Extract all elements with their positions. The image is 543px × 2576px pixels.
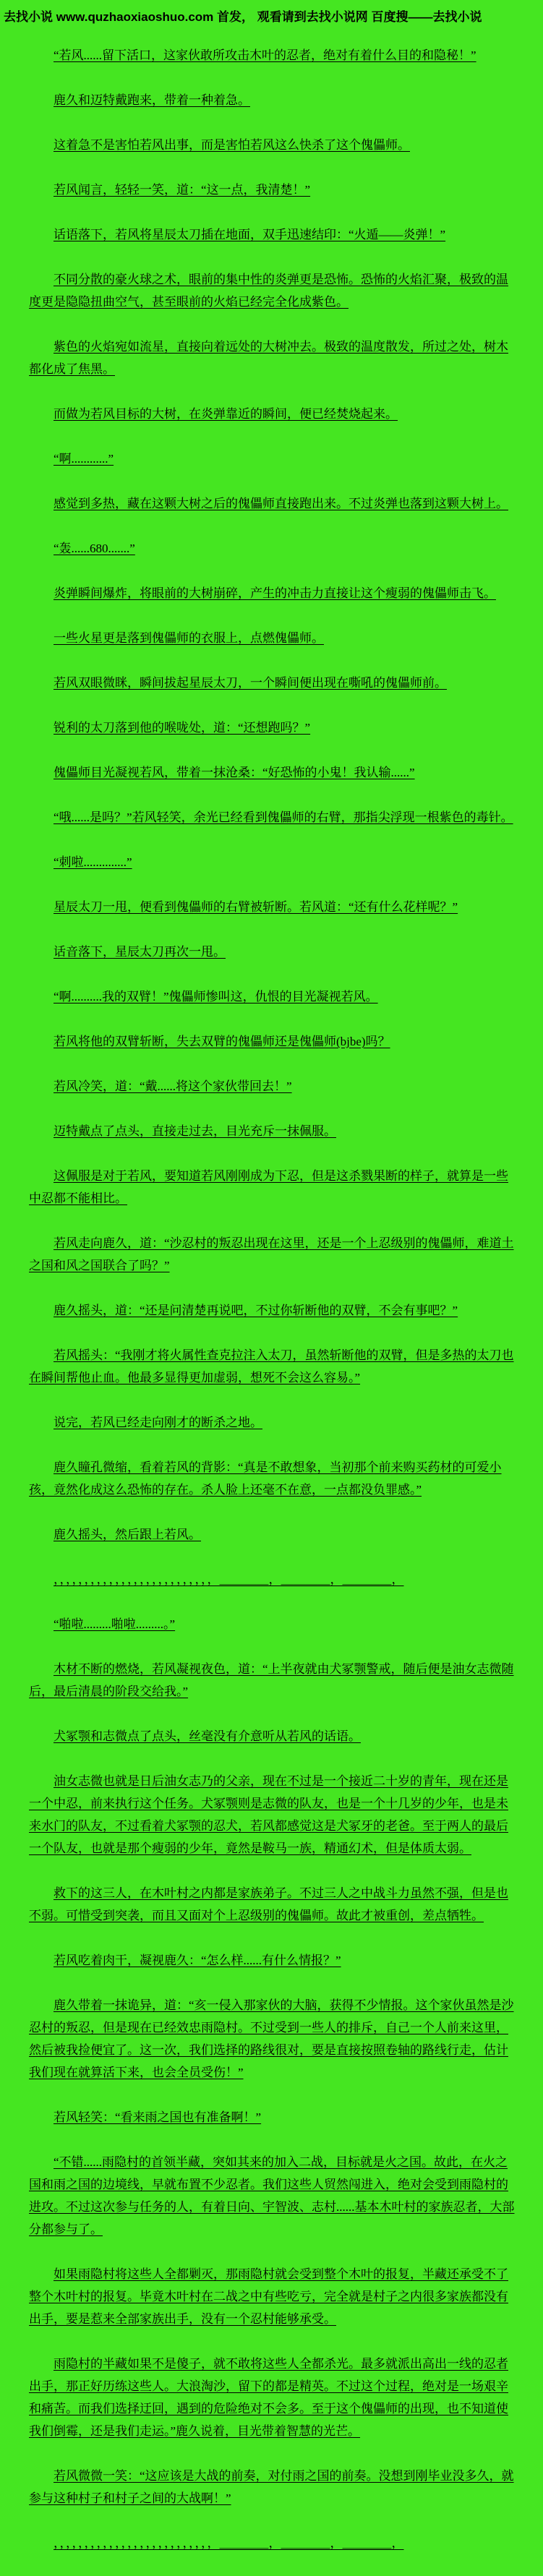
paragraph-10: 感觉到多热，藏在这颗大树之后的傀儡师直接跑出来。不过炎弹也落到这颗大树上。	[54, 497, 508, 510]
paragraph-25: 这佩服是对于若风，要知道若风刚刚成为下忍，但是这杀戮果断的样子，就算是一些中忍都不能相比。	[29, 1169, 508, 1205]
paragraph-34: 木材不断的燃烧，若风凝视夜色，道：“上半夜就由犬冢颚警戒，随后便是油女志微随后，最后清晨的阶段交给我。”	[29, 1662, 514, 1698]
paragraph-22: 若风将他的双臂斩断，失去双臂的傀儡师还是傀儡师(bjbe)吗？	[54, 1035, 390, 1048]
paragraph-6: 不同分散的豪火球之术，眼前的集中性的炎弹更是恐怖。恐怖的火焰汇聚，极致的温度更是隐隐扭曲空气，甚至眼前的火焰已经完全化成紫色。	[29, 273, 508, 309]
paragraph-1: “若风......留下活口，这家伙敢所攻击木叶的忍者，绝对有着什么目的和隐秘！”	[54, 48, 476, 62]
paragraph-33: “啪啦.........啪啦.........。”	[54, 1617, 176, 1631]
paragraph-38: 若风吃着肉干，凝视鹿久：“怎么样......有什么情报？”	[54, 1954, 341, 1967]
paragraph-30: 鹿久瞳孔微缩，看着若风的背影：“真是不敢想象，当初那个前来购买药材的可爱小孩，竟然化成这么恐怖的存在。杀人脸上还毫不在意，一点都没负罪感。”	[29, 1460, 502, 1497]
paragraph-37: 救下的这三人，在木叶村之内都是家族弟子。不过三人之中战斗力虽然不强，但是也不弱。可惜受到突袭，而且又面对个上忍级别的傀儡师。故此才被重创，差点牺牲。	[29, 1886, 508, 1922]
paragraph-16: 傀儡师目光凝视若风，带着一抹沧桑：“好恐怖的小鬼！我认输......”	[54, 766, 415, 779]
paragraph-3: 这着急不是害怕若风出事，而是害怕若风这么快杀了这个傀儡师。	[54, 138, 410, 152]
section-divider: ，，，，，，，，，，，，，，，，，，，，，，，，，，＿＿＿＿，＿＿＿＿，＿＿＿＿，	[54, 2536, 404, 2550]
paragraph-40: 若风轻笑：“看来雨之国也有准备啊！”	[54, 2110, 262, 2124]
paragraph-17: “哦......是吗？”若风轻笑，余光已经看到傀儡师的右臂，那指尖浮现一根紫色的毒针。	[54, 810, 513, 824]
paragraph-19: 星辰太刀一甩，便看到傀儡师的右臂被斩断。若风道：“还有什么花样呢？”	[54, 900, 458, 914]
paragraph-26: 若风走向鹿久，道：“沙忍村的叛忍出现在这里，还是一个上忍级别的傀儡师，难道土之国和风之国联合了吗？”	[29, 1236, 514, 1272]
paragraph-36: 油女志微也就是日后油女志乃的父亲，现在不过是一个接近二十岁的青年，现在还是一个中忍，前来执行这个任务。犬冢颚则是志微的队友，也是一个十几岁的少年，也是未来水门的队友，不过看着犬冢颚的忍犬，若风都感觉这是犬冢牙的老爸。至于两人的最后一个队友，也就是那个瘦弱的少年，竟然是鞍马一族，精通幻术，但是体质太弱。	[29, 1774, 508, 1855]
paragraph-20: 话音落下，星辰太刀再次一甩。	[54, 945, 226, 959]
paragraph-27: 鹿久摇头，道：“还是问清楚再说吧，不过你斩断他的双臂，不会有事吧？”	[54, 1304, 458, 1317]
paragraph-12: 炎弹瞬间爆炸，将眼前的大树崩碎，产生的冲击力直接让这个瘦弱的傀儡师击飞。	[54, 586, 496, 600]
paragraph-39: 鹿久带着一抹诡异，道：“亥一侵入那家伙的大脑，获得不少情报。这个家伙虽然是沙忍村的叛忍，但是现在已经效忠雨隐村。不过受到一些人的排斥，自己一个人前来这里，然后被我捡便宜了。这一次，我们选择的路线很对，要是直接按照卷轴的路线行走，估计我们现在就算活下来，也会全员受伤！”	[29, 1998, 514, 2079]
chapter-body	[0, 25, 543, 2576]
paragraph-21: “啊..........我的双臂！”傀儡师惨叫这，仇恨的目光凝视若风。	[54, 990, 378, 1004]
paragraph-9: “啊............”	[54, 452, 114, 466]
paragraph-43: 雨隐村的半藏如果不是傻子，就不敢将这些人全都杀光。最多就派出高出一线的忍者出手，那正好历练这些人。大浪淘沙，留下的都是精英。不过这个过程，绝对是一场艰辛和痛苦。而我们选择迂回，遇到的危险绝对不会多。至于这个傀儡师的出现，也不知道使我们倒霉，还是我们走运。”鹿久说着，目光带着智慧的光芒。	[29, 2357, 508, 2438]
paragraph-29: 说完，若风已经走向刚才的断杀之地。	[54, 1416, 262, 1429]
paragraph-41: “不错......雨隐村的首领半藏，突如其来的加入二战，目标就是火之国。故此，在火之国和雨之国的边境线，早就布置不少忍者。我们这些人贸然闯进入，绝对会受到雨隐村的进攻。不过这次参与任务的人，有着日向、宇智波、志村......基本木叶村的家族忍者，大部分都参与了。	[29, 2155, 515, 2236]
paragraph-15: 锐利的太刀落到他的喉咙处，道：“还想跑吗？”	[54, 721, 311, 735]
paragraph-42: 如果雨隐村将这些人全都剿灭，那雨隐村就会受到整个木叶的报复，半藏还承受不了整个木叶村的报复。毕竟木叶村在二战之中有些吃亏，完全就是村子之内很多家族都没有出手，要是惹来全部家族出手，没有一个忍村能够承受。	[29, 2267, 508, 2326]
paragraph-28: 若风摇头：“我刚才将火属性查克拉注入太刀，虽然斩断他的双臂，但是多热的太刀也在瞬间帮他止血。他最多显得更加虚弱，想死不会这么容易。”	[29, 1348, 514, 1385]
paragraph-44: 若风微微一笑：“这应该是大战的前奏，对付雨之国的前奏。没想到刚毕业没多久，就参与这种村子和村子之间的大战啊！”	[29, 2469, 514, 2505]
paragraph-5: 话语落下，若风将星辰太刀插在地面，双手迅速结印：“火遁——炎弹！”	[54, 228, 446, 241]
paragraph-11: “轰......680.......”	[54, 542, 135, 555]
section-divider: ，，，，，，，，，，，，，，，，，，，，，，，，，，＿＿＿＿，＿＿＿＿，＿＿＿＿，	[54, 1572, 404, 1586]
paragraph-2: 鹿久和迈特戴跑来，带着一种着急。	[54, 93, 250, 107]
paragraph-31: 鹿久摇头，然后跟上若风。	[54, 1528, 201, 1541]
paragraph-18: “刺啦..............”	[54, 855, 132, 869]
paragraph-4: 若风闻言，轻轻一笑，道：“这一点，我清楚！”	[54, 183, 311, 197]
paragraph-35: 犬冢颚和志微点了点头，丝毫没有介意听从若风的话语。	[54, 1729, 361, 1743]
paragraph-8: 而做为若风目标的大树，在炎弹靠近的瞬间，便已经焚烧起来。	[54, 407, 398, 421]
paragraph-23: 若风冷笑，道：“戴......将这个家伙带回去！”	[54, 1079, 292, 1093]
paragraph-13: 一些火星更是落到傀儡师的衣服上，点燃傀儡师。	[54, 631, 324, 645]
paragraph-7: 紫色的火焰宛如流星，直接向着远处的大树冲去。极致的温度散发，所过之处，树木都化成了焦黑。	[29, 340, 508, 376]
paragraph-14: 若风双眼微眯，瞬间拔起星辰太刀，一个瞬间便出现在嘶吼的傀儡师前。	[54, 676, 447, 690]
site-promo-header: 去找小说 www.quzhaoxiaoshuo.com 首发， 观看请到去找小说网 百度搜——去找小说	[4, 10, 482, 24]
paragraph-24: 迈特戴点了点头，直接走过去，目光充斥一抹佩服。	[54, 1124, 336, 1138]
